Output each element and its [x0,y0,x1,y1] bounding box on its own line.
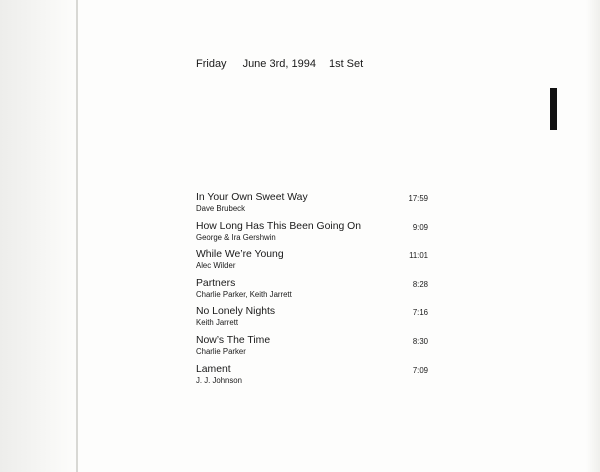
edge-tab-marker [550,88,557,130]
track-title: While We’re Young [196,249,284,261]
track-title: Partners [196,277,236,289]
track-composer: Charlie Parker [196,346,246,356]
track-title: Now’s The Time [196,334,271,346]
track-item [196,278,428,307]
page-edge-shadow [586,0,600,472]
binding-shadow [0,0,80,472]
track-duration: 17:59 [408,194,428,203]
track-duration: 7:16 [412,308,428,318]
track-composer: Alec Wilder [196,261,236,271]
track-list [196,192,428,392]
track-title: In Your Own Sweet Way [196,192,308,203]
track-composer: George & Ira Gershwin [196,232,276,242]
track-composer: J. J. Johnson [196,375,242,385]
track-title: Lament [196,363,231,375]
track-item [196,249,428,278]
header-date: June 3rd, 1994 [242,58,316,70]
track-duration: 8:28 [412,279,428,289]
track-composer: Keith Jarrett [196,318,239,328]
track-item [196,306,428,335]
track-title: How Long Has This Been Going On [196,220,361,232]
set-header [196,58,363,70]
track-title: No Lonely Nights [196,306,276,318]
track-composer: Charlie Parker, Keith Jarrett [196,289,292,299]
track-duration: 7:09 [412,365,428,375]
track-item [196,192,428,221]
track-composer: Dave Brubeck [196,204,245,213]
binding-fold [76,0,78,472]
header-set: 1st Set [328,58,364,70]
track-duration: 8:30 [412,336,428,346]
track-duration: 9:09 [412,222,428,232]
track-item [196,364,428,393]
track-duration: 11:01 [409,251,428,261]
track-item [196,335,428,364]
track-item [196,221,428,250]
header-day: Friday [196,58,227,70]
